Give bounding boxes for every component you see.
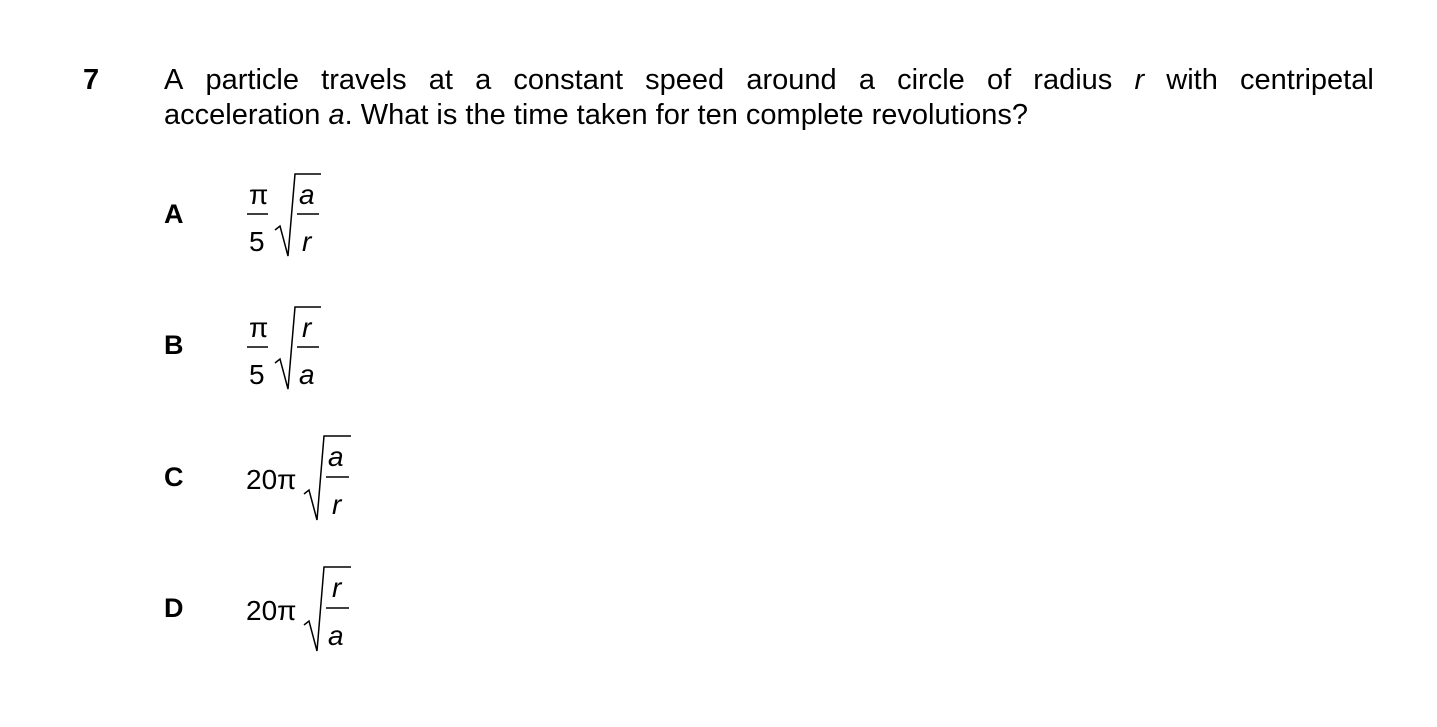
root-numerator: r <box>332 572 342 603</box>
question-stem-line-2 <box>164 98 1374 133</box>
stem-word: travels <box>321 64 407 96</box>
root-denominator: r <box>332 489 342 520</box>
coefficient-numerator: π <box>249 179 269 210</box>
option-c-letter: C <box>164 462 184 492</box>
coefficient-denominator: 5 <box>249 359 265 390</box>
stem-word: circle <box>897 64 965 96</box>
root-denominator: a <box>299 359 315 390</box>
stem-text: acceleration <box>164 99 329 131</box>
question-number: 7 <box>83 64 100 96</box>
option-a-letter: A <box>164 199 184 229</box>
stem-word: at <box>428 64 453 96</box>
stem-word: around <box>746 64 837 96</box>
stem-variable-a: a <box>328 99 345 131</box>
stem-word: speed <box>645 64 725 96</box>
option-d-expression <box>230 555 390 665</box>
question-stem-line-1 <box>164 63 1374 98</box>
stem-word: of <box>986 64 1012 96</box>
stem-word: with <box>1166 64 1218 96</box>
stem-word: constant <box>513 64 624 96</box>
question-stem <box>164 63 1374 133</box>
root-numerator: a <box>299 179 315 210</box>
root-numerator: r <box>302 312 312 343</box>
option-d-letter: D <box>164 593 184 623</box>
stem-word: radius <box>1033 64 1113 96</box>
coefficient: 20π <box>246 595 297 626</box>
coefficient-denominator: 5 <box>249 226 265 257</box>
stem-word: a <box>858 64 875 96</box>
option-c-expression <box>230 424 390 534</box>
stem-word: a <box>475 64 492 96</box>
root-denominator: r <box>302 226 312 257</box>
stem-word: A <box>164 64 184 96</box>
stem-variable-r: r <box>1134 64 1145 96</box>
coefficient-numerator: π <box>249 312 269 343</box>
option-b-letter: B <box>164 330 184 360</box>
root-denominator: a <box>328 620 344 651</box>
option-a-expression <box>230 160 390 270</box>
option-b-expression <box>230 293 390 403</box>
stem-word: centripetal <box>1240 64 1374 96</box>
coefficient: 20π <box>246 464 297 495</box>
stem-text: . What is the time taken for ten complete revolutions? <box>344 99 1029 131</box>
root-numerator: a <box>328 441 344 472</box>
stem-word: particle <box>205 64 299 96</box>
